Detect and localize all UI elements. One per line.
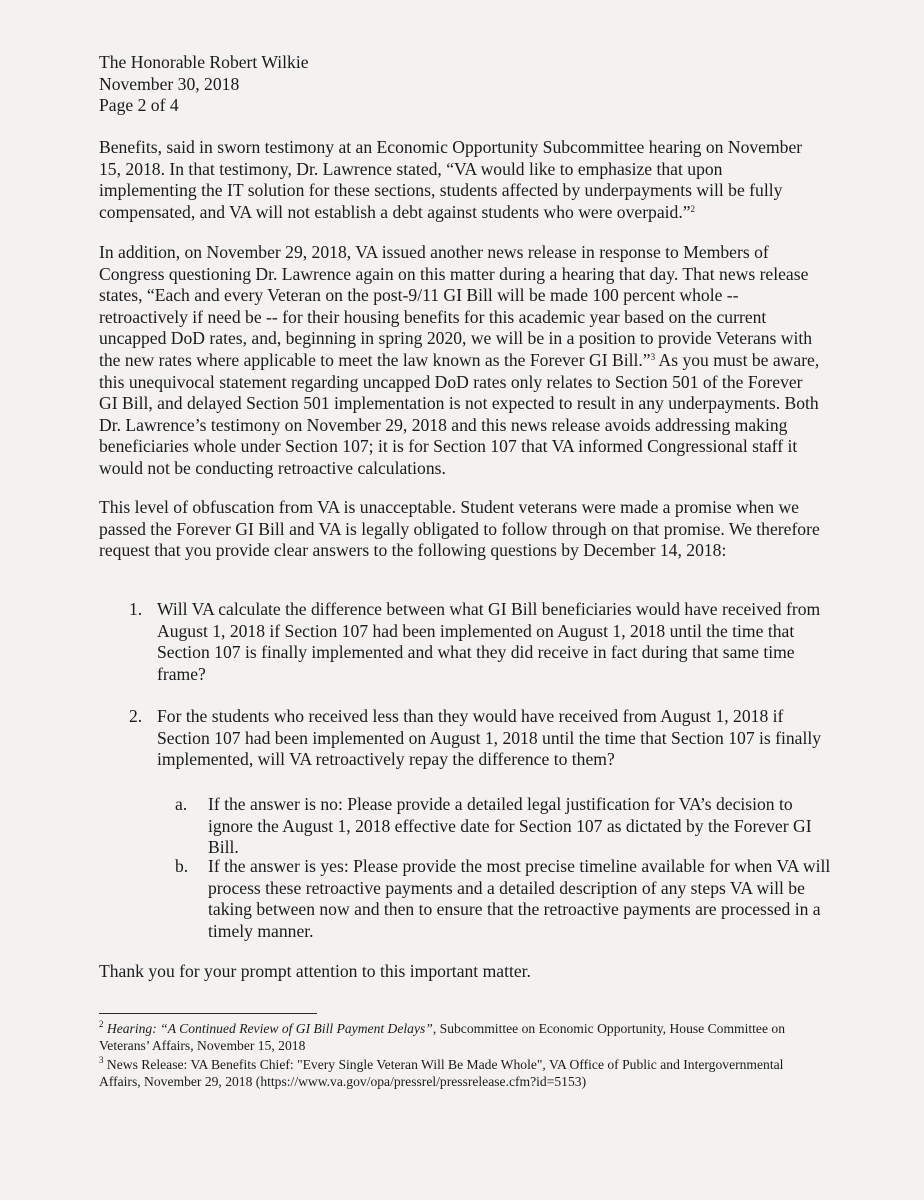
question-text: Will VA calculate the difference between what GI Bill beneficiaries would have received from August 1, 2018 if Section 107 had been implemented on August 1, 2018 until the time that Section 107 is finally implemented and what they did receive in fact during that same time frame? [157,599,821,684]
question-text: For the students who received less than they would have received from August 1, 2018 if Section 107 had been implemented on August 1, 2018 until the time that Section 107 is finally implemented, will VA retroactively repay the difference to them? [157,706,822,770]
footnote-hearing-title: Hearing: “A Continued Review of GI Bill Payment Delays” [106,1021,433,1036]
footnote-ref-2: 2 [690,203,696,214]
subitem-text: If the answer is yes: Please provide the most precise timeline available for when VA will process these retroactive payments and a detailed description of any steps VA will be taking between now and then to ensure that the retroactive payments are processed in a timely manner. [208,856,831,941]
date-line: November 30, 2018 [99,73,240,94]
question-2 [129,706,829,771]
question-1 [129,599,829,685]
footnote-number: 2 [99,1019,104,1029]
closing-line: Thank you for your prompt attention to this important matter. [99,961,531,981]
paragraph-request [99,497,824,562]
subitem-a [175,794,835,859]
subitem-b [175,856,835,942]
subitem-label: a. [175,794,188,814]
paragraph-text-a: In addition, on November 29, 2018, VA issued another news release in response to Members of Congress questioning Dr. Lawrence again on this matter during a hearing that day. That news release states, “Each and every Veteran on the post-9/11 GI Bill will be made 100 percent whole -- retroactively if need be -- for their housing benefits for this academic year based on the current uncapped DoD rates, and, beginning in spring 2020, we will be in a position to provide Veterans with the new rates where applicable to meet the law known as the Forever GI Bill.” [99,242,813,370]
footnote-text: , Subcommittee on Economic Opportunity, House Committee on Veterans’ Affairs, November 15, 2018 [99,1021,785,1053]
footnote-2 [99,1021,824,1054]
subitem-text: If the answer is no: Please provide a detailed legal justification for VA’s decision to ignore the August 1, 2018 effective date for Section 107 as dictated by the Forever GI Bill. [208,794,812,858]
recipient-line: The Honorable Robert Wilkie [99,52,309,72]
question-number: 2. [129,706,143,726]
letter-header [99,52,824,117]
footnote-ref-3: 3 [650,351,656,362]
footnote-divider [99,1013,317,1014]
paragraph-text: Benefits, said in sworn testimony at an Economic Opportunity Subcommittee hearing on November 15, 2018. In that testimony, Dr. Lawrence stated, “VA would like to emphasize that upon implementing the IT solution for these sections, students affected by underpayments will be fully compensated, and VA will not establish a debt against students who were overpaid.” [99,137,803,222]
footnote-number: 3 [99,1055,104,1065]
subitem-label: b. [175,856,189,876]
page-number: Page 2 of 4 [99,95,179,116]
footnote-text: News Release: VA Benefits Chief: "Every Single Veteran Will Be Made Whole", VA Office of Public and Intergovernmental Affairs, November 29, 2018 (https://www.va.gov/opa/pressrel/pressrelease.cfm?id=5153) [99,1057,784,1089]
question-number: 1. [129,599,143,619]
footnote-3 [99,1057,824,1090]
paragraph-news-release [99,242,824,480]
paragraph-testimony [99,137,824,223]
paragraph-text-b: As you must be aware, this unequivocal statement regarding uncapped DoD rates only relates to Section 501 of the Forever GI Bill, and delayed Section 501 implementation is not expected to result in any underpayments. Both Dr. Lawrence’s testimony on November 29, 2018 and this news release avoids addressing making beneficiaries whole under Section 107; it is for Section 107 that VA informed Congressional staff it would not be conducting retroactive calculations. [99,349,820,478]
paragraph-text: This level of obfuscation from VA is unacceptable. Student veterans were made a promise when we passed the Forever GI Bill and VA is legally obligated to follow through on that promise. We therefore request that you provide clear answers to the following questions by December 14, 2018: [99,497,820,561]
